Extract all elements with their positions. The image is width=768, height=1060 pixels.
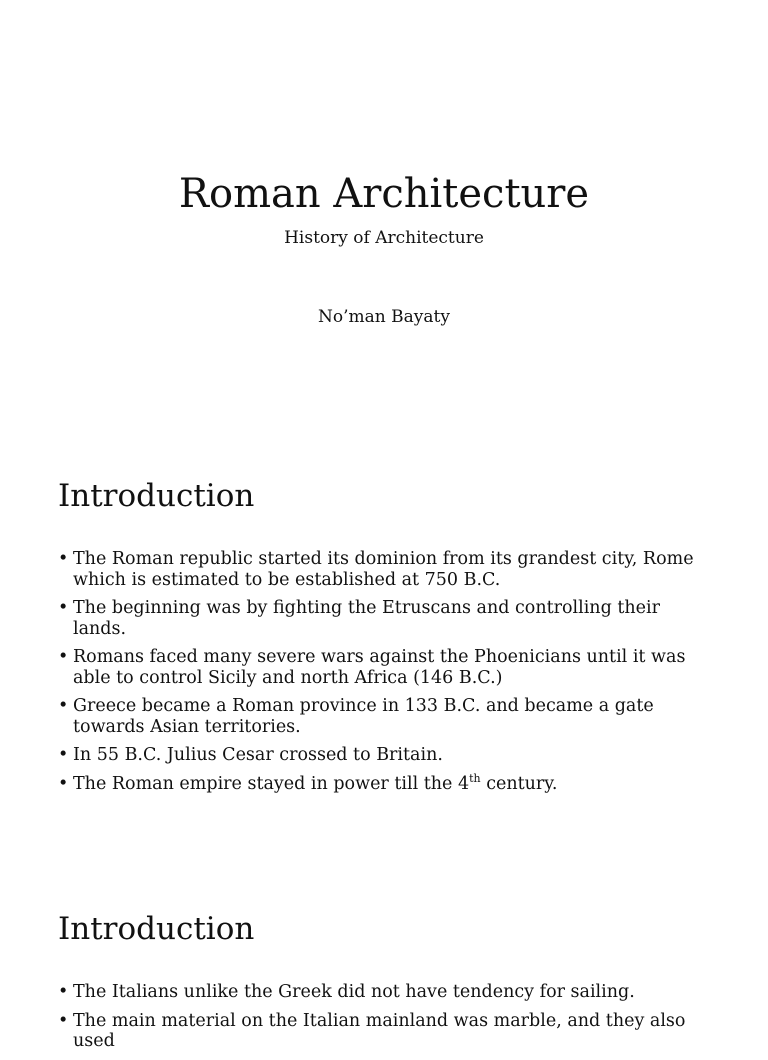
bullet-icon: • [58,598,69,618]
bullet-icon: • [58,1010,69,1031]
list-item [58,745,708,766]
introduction-slide-2 [58,911,708,1060]
list-item [58,696,708,737]
introduction-slide-1 [58,478,708,802]
list-item-text: Greece became a Roman province in 133 B.C. and became a gate towards Asian territories. [73,696,654,737]
list-item-text: In 55 B.C. Julius Cesar crossed to Britain. [73,745,443,765]
list-item-text: Romans faced many severe wars against the Phoenicians until it was able to control Sicily and north Africa (146 B.C.) [73,647,686,688]
bullet-icon: • [58,745,69,765]
bullet-icon: • [58,647,69,667]
section-heading: Introduction [58,478,255,514]
bullet-icon: • [58,982,69,1002]
section-heading: Introduction [58,911,255,947]
bullet-icon: • [58,696,69,716]
bullet-icon: • [58,773,69,794]
title-slide [0,0,768,430]
page-title: Roman Architecture [178,171,590,217]
list-item-text-end: century. [480,773,558,794]
list-item [58,549,708,590]
bullet-list [58,549,708,794]
list-item-text: The Roman republic started its dominion from its grandest city, Rome which is estimated to be established at 750 B.C. [73,549,694,590]
list-item [58,1011,708,1052]
superscript: th [469,771,481,785]
list-item-text: The beginning was by fighting the Etruscans and controlling their lands. [73,598,660,639]
list-item-text: The Italians unlike the Greek did not have tendency for sailing. [73,982,635,1002]
list-item [58,598,708,639]
list-item [58,647,708,688]
list-item [58,982,708,1003]
list-item-text: The main material on the Italian mainland was marble, and they also used [73,1010,686,1051]
list-item-text: The Roman empire stayed in power till the 4 [73,773,470,794]
subtitle: History of Architecture [284,228,484,248]
author-name: No’man Bayaty [318,307,450,327]
list-item [58,771,708,795]
bullet-icon: • [58,549,69,569]
bullet-list [58,982,708,1052]
